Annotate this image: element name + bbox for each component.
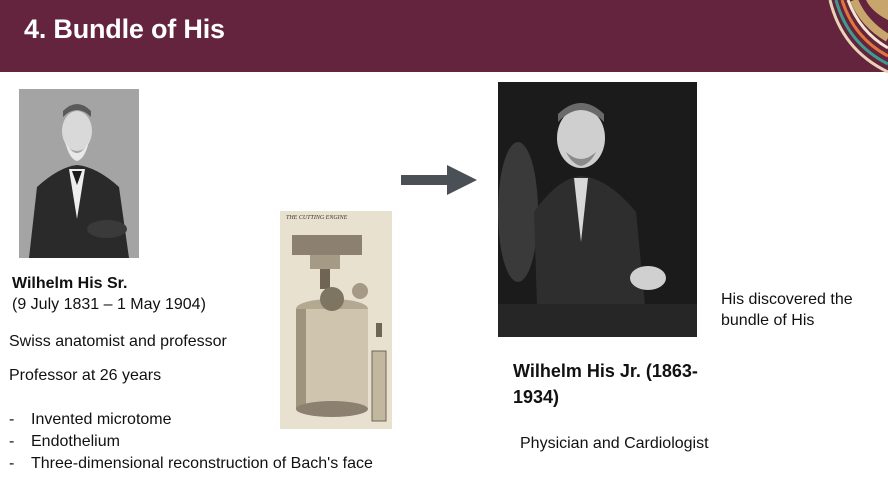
list-item-label: Endothelium (31, 433, 120, 450)
list-item-label: Three-dimensional reconstruction of Bach's face (31, 455, 373, 472)
his-sr-professor-note: Professor at 26 years (9, 367, 162, 384)
his-jr-discovery: His discovered the bundle of His (721, 291, 853, 329)
his-jr-role: Physician and Cardiologist (520, 435, 709, 452)
his-sr-description: Swiss anatomist and professor (9, 333, 227, 350)
slide-title: 4. Bundle of His (24, 14, 225, 44)
list-item: - Three-dimensional reconstruction of Bach's face (9, 455, 373, 472)
corner-decoration (824, 0, 888, 78)
list-item: - Invented microtome (9, 411, 172, 428)
microtome-caption: THE CUTTING ENGINE (286, 215, 348, 221)
list-item: - Endothelium (9, 433, 120, 450)
his-sr-name: Wilhelm His Sr. (12, 275, 128, 292)
portrait-his-jr (498, 82, 697, 337)
his-sr-dates: (9 July 1831 – 1 May 1904) (12, 296, 206, 313)
portrait-his-sr (19, 89, 139, 258)
microtome-illustration (280, 211, 392, 429)
his-sr-achievements (9, 409, 373, 475)
list-item-label: Invented microtome (31, 411, 172, 428)
arrow-right-icon (401, 165, 477, 195)
slide-header (0, 0, 888, 72)
his-jr-name: Wilhelm His Jr. (1863-1934) (513, 361, 698, 407)
